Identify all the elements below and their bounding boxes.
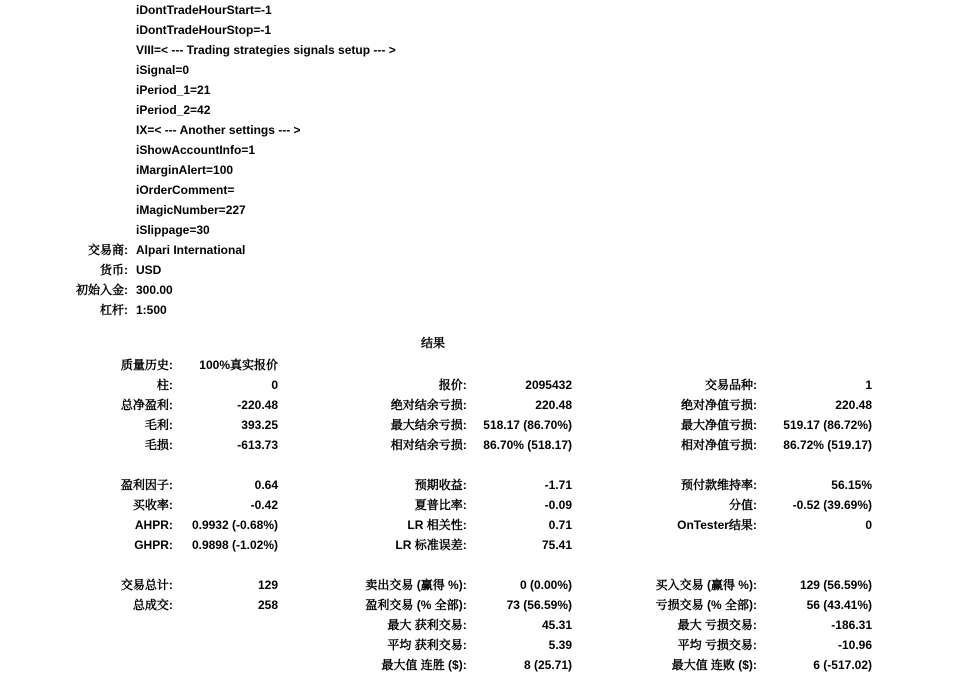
parameter-value: iDontTradeHourStop=-1 <box>136 23 272 37</box>
result-row <box>0 655 979 675</box>
parameter-row <box>0 80 979 100</box>
parameters-section <box>0 0 979 320</box>
result-label <box>0 655 181 675</box>
result-label: LR 标准误差: <box>395 538 467 552</box>
result-cell <box>0 375 278 395</box>
result-value: 6 (-517.02) <box>813 658 872 672</box>
result-row <box>0 575 979 595</box>
result-label: 最大 获利交易: <box>387 618 467 632</box>
initial-deposit-value: 300.00 <box>136 283 173 297</box>
initial-deposit-label: 初始入金: <box>76 283 128 297</box>
result-cell <box>0 575 278 595</box>
result-cell <box>572 515 872 535</box>
result-value: 258 <box>257 598 278 612</box>
parameter-row <box>0 20 979 40</box>
result-label: 总净盈利: <box>120 398 173 412</box>
result-cell <box>0 435 278 455</box>
result-label <box>0 635 181 655</box>
result-value: 0.64 <box>254 478 278 492</box>
result-value: 45.31 <box>541 618 572 632</box>
result-cell <box>278 515 572 535</box>
result-cell <box>278 415 572 435</box>
parameter-label <box>0 180 136 200</box>
result-value <box>181 655 278 675</box>
result-cell <box>278 615 572 635</box>
result-label: 最大净值亏损: <box>680 418 757 432</box>
parameter-label <box>0 80 136 100</box>
result-cell <box>572 535 872 555</box>
result-cell <box>278 635 572 655</box>
parameter-label <box>0 160 136 180</box>
result-value: 129 <box>257 578 278 592</box>
result-row <box>0 375 979 395</box>
result-value: -186.31 <box>831 618 872 632</box>
broker-value: Alpari International <box>136 243 246 257</box>
result-label: 相对净值亏损: <box>680 438 757 452</box>
result-value: 518.17 (86.70%) <box>483 418 572 432</box>
result-label <box>572 355 765 375</box>
row-spacer <box>0 455 979 475</box>
result-value: 86.70% (518.17) <box>483 438 572 452</box>
parameter-label <box>0 60 136 80</box>
result-label: 报价: <box>438 378 467 392</box>
result-cell <box>278 355 572 375</box>
result-value: 86.72% (519.17) <box>783 438 872 452</box>
broker-label: 交易商: <box>88 243 128 257</box>
result-value: 0.71 <box>548 518 572 532</box>
result-label: 平均 亏损交易: <box>677 638 757 652</box>
result-label: 总成交: <box>132 598 173 612</box>
parameter-value: IX=< --- Another settings --- > <box>136 123 301 137</box>
result-label: 交易总计: <box>120 578 173 592</box>
result-value <box>765 355 872 375</box>
result-cell <box>572 495 872 515</box>
broker-row <box>0 240 979 260</box>
parameter-label <box>0 0 136 20</box>
result-row <box>0 435 979 455</box>
parameter-row <box>0 40 979 60</box>
result-cell <box>0 635 278 655</box>
currency-row <box>0 260 979 280</box>
results-section <box>0 355 979 675</box>
result-value: 75.41 <box>541 538 572 552</box>
parameter-value: VIII=< --- Trading strategies signals setup --- > <box>136 43 396 57</box>
result-value: 73 (56.59%) <box>506 598 572 612</box>
result-cell <box>572 595 872 615</box>
result-value: -220.48 <box>237 398 278 412</box>
result-cell <box>572 655 872 675</box>
result-value: -10.96 <box>837 638 872 652</box>
result-label: OnTester结果: <box>677 518 757 532</box>
result-cell <box>278 535 572 555</box>
result-cell <box>278 575 572 595</box>
result-value: 8 (25.71) <box>523 658 572 672</box>
parameter-value: iDontTradeHourStart=-1 <box>136 3 272 17</box>
result-label: 盈利因子: <box>120 478 173 492</box>
parameter-value: iPeriod_1=21 <box>136 83 211 97</box>
result-label <box>0 615 181 635</box>
result-label: 交易品种: <box>704 378 757 392</box>
parameter-label <box>0 40 136 60</box>
row-spacer <box>0 555 979 575</box>
result-value: 56 (43.41%) <box>806 598 872 612</box>
result-row <box>0 535 979 555</box>
parameter-row <box>0 140 979 160</box>
result-label: 最大结余亏损: <box>390 418 467 432</box>
result-cell <box>0 535 278 555</box>
result-cell <box>0 655 278 675</box>
parameter-label <box>0 120 136 140</box>
result-label: 夏普比率: <box>414 498 467 512</box>
parameter-value: iSignal=0 <box>136 63 190 77</box>
result-label: 柱: <box>156 378 173 392</box>
parameter-value: iSlippage=30 <box>136 223 210 237</box>
result-cell <box>278 395 572 415</box>
result-label: 相对结余亏损: <box>390 438 467 452</box>
result-label: 质量历史: <box>120 358 173 372</box>
result-value <box>765 535 872 555</box>
result-value: 1 <box>865 378 872 392</box>
parameter-row <box>0 160 979 180</box>
result-value: 0 (0.00%) <box>519 578 572 592</box>
result-row <box>0 355 979 375</box>
result-label: 盈利交易 (% 全部): <box>365 598 467 612</box>
result-cell <box>278 375 572 395</box>
result-value <box>181 635 278 655</box>
result-label: 毛利: <box>144 418 173 432</box>
result-cell <box>0 415 278 435</box>
result-cell <box>0 595 278 615</box>
parameter-value: iOrderComment= <box>136 183 235 197</box>
result-value: 100%真实报价 <box>199 358 278 372</box>
result-value: 393.25 <box>241 418 278 432</box>
leverage-row <box>0 300 979 320</box>
parameter-value: iMarginAlert=100 <box>136 163 234 177</box>
results-heading: 结果 <box>420 336 445 350</box>
result-value: -1.71 <box>544 478 572 492</box>
result-label <box>572 535 765 555</box>
result-value: 56.15% <box>831 478 872 492</box>
result-value: 0.9898 (-1.02%) <box>191 538 278 552</box>
currency-value: USD <box>136 263 162 277</box>
result-label: AHPR: <box>134 518 173 532</box>
result-label: 亏损交易 (% 全部): <box>655 598 757 612</box>
parameter-row <box>0 220 979 240</box>
result-cell <box>0 495 278 515</box>
result-label: 最大值 连胜 ($): <box>381 658 467 672</box>
parameter-label <box>0 220 136 240</box>
result-row <box>0 615 979 635</box>
result-cell <box>278 595 572 615</box>
result-label: 分值: <box>728 498 757 512</box>
result-value: 0 <box>865 518 872 532</box>
result-cell <box>572 435 872 455</box>
result-row <box>0 475 979 495</box>
parameter-value: iShowAccountInfo=1 <box>136 143 256 157</box>
result-cell <box>572 475 872 495</box>
result-cell <box>0 515 278 535</box>
result-cell <box>572 635 872 655</box>
initial-deposit-row <box>0 280 979 300</box>
currency-label: 货币: <box>100 263 128 277</box>
result-cell <box>0 475 278 495</box>
result-label: 毛损: <box>144 438 173 452</box>
result-value: 2095432 <box>525 378 572 392</box>
result-value: 519.17 (86.72%) <box>783 418 872 432</box>
result-cell <box>0 615 278 635</box>
result-cell <box>572 415 872 435</box>
result-label: 买收率: <box>132 498 173 512</box>
result-cell <box>278 495 572 515</box>
result-value <box>475 355 572 375</box>
result-value: 0 <box>271 378 278 392</box>
result-label: 卖出交易 (赢得 %): <box>365 578 467 592</box>
parameter-label <box>0 20 136 40</box>
leverage-label: 杠杆: <box>100 303 128 317</box>
result-row <box>0 515 979 535</box>
result-label: 平均 获利交易: <box>387 638 467 652</box>
parameter-row <box>0 180 979 200</box>
result-cell <box>572 375 872 395</box>
result-label: 买入交易 (赢得 %): <box>655 578 757 592</box>
result-label: 预付款维持率: <box>680 478 757 492</box>
result-cell <box>0 355 278 375</box>
parameter-label <box>0 100 136 120</box>
parameter-row <box>0 120 979 140</box>
result-cell <box>278 475 572 495</box>
result-row <box>0 635 979 655</box>
result-value: -0.52 (39.69%) <box>792 498 872 512</box>
parameter-label <box>0 200 136 220</box>
result-cell <box>0 395 278 415</box>
result-value: -0.42 <box>250 498 278 512</box>
result-cell <box>572 575 872 595</box>
result-label: LR 相关性: <box>407 518 467 532</box>
result-row <box>0 415 979 435</box>
result-value: 0.9932 (-0.68%) <box>191 518 278 532</box>
result-value: -613.73 <box>237 438 278 452</box>
result-row <box>0 495 979 515</box>
parameter-label <box>0 140 136 160</box>
result-value: 5.39 <box>548 638 572 652</box>
result-cell <box>572 395 872 415</box>
leverage-value: 1:500 <box>136 303 167 317</box>
result-label: 绝对净值亏损: <box>680 398 757 412</box>
result-label: 最大值 连败 ($): <box>671 658 757 672</box>
result-cell <box>572 355 872 375</box>
result-value: -0.09 <box>544 498 572 512</box>
result-cell <box>278 435 572 455</box>
result-value: 129 (56.59%) <box>799 578 872 592</box>
result-label: GHPR: <box>134 538 173 552</box>
result-row <box>0 395 979 415</box>
parameter-row <box>0 0 979 20</box>
parameter-row <box>0 200 979 220</box>
result-cell <box>278 655 572 675</box>
parameter-row <box>0 100 979 120</box>
result-value: 220.48 <box>535 398 572 412</box>
result-label: 预期收益: <box>414 478 467 492</box>
result-label <box>278 355 475 375</box>
parameter-value: iPeriod_2=42 <box>136 103 211 117</box>
result-label: 最大 亏损交易: <box>677 618 757 632</box>
result-row <box>0 595 979 615</box>
result-cell <box>572 615 872 635</box>
parameter-value: iMagicNumber=227 <box>136 203 246 217</box>
result-label: 绝对结余亏损: <box>390 398 467 412</box>
result-value: 220.48 <box>835 398 872 412</box>
result-value <box>181 615 278 635</box>
parameter-row <box>0 60 979 80</box>
